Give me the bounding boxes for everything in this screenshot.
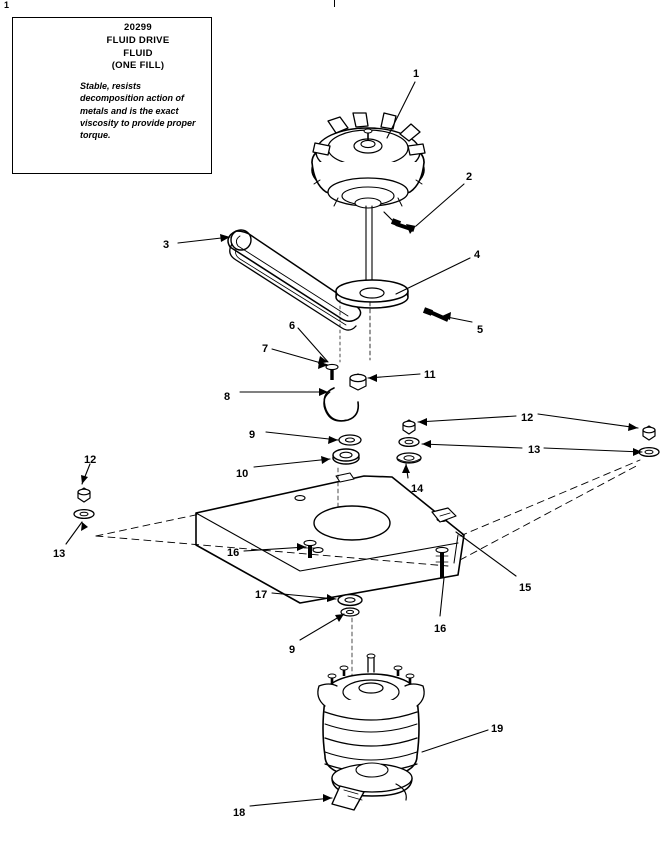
callout-number-14: 14 <box>411 483 424 495</box>
washer-stack-right <box>397 420 421 463</box>
motor-assembly <box>318 654 424 810</box>
page-corner-mark: 1 <box>4 0 10 10</box>
callout-number-6: 6 <box>289 320 296 332</box>
legend-title-line2: FLUID <box>123 47 153 59</box>
callout-number-15: 15 <box>519 582 532 594</box>
legend-title-line3: (ONE FILL) <box>111 60 165 72</box>
drive-belt <box>228 230 361 330</box>
fluid-legend-text <box>78 22 198 141</box>
legend-description: Stable, resists decomposition action of metals and is the exact viscosity to provide proper torque. <box>80 81 196 140</box>
callout-number-7: 7 <box>262 343 269 355</box>
callout-number-16: 16 <box>434 623 447 635</box>
callout-number-11: 11 <box>424 369 436 381</box>
callout-number-5: 5 <box>477 324 484 336</box>
callout-number-9: 9 <box>249 429 256 441</box>
callout-number-9: 9 <box>289 644 296 656</box>
callout-number-1: 1 <box>413 68 420 80</box>
callout-number-17: 17 <box>255 589 268 601</box>
callout-number-12: 12 <box>84 454 97 466</box>
callout-number-4: 4 <box>474 249 481 261</box>
callout-number-16: 16 <box>227 547 240 559</box>
callout-number-2: 2 <box>466 171 473 183</box>
legend-part-number: 20299 <box>124 22 152 33</box>
legend-title-line1: FLUID DRIVE <box>106 34 170 46</box>
fluid-drive-housing <box>312 113 425 208</box>
retainer-clip <box>324 388 359 421</box>
callout-number-3: 3 <box>163 239 170 251</box>
small-fasteners-cluster <box>326 364 366 390</box>
washer-stack-left <box>74 488 94 518</box>
washer-upper <box>339 435 361 445</box>
callout-number-10: 10 <box>236 468 249 480</box>
callout-number-13: 13 <box>528 444 541 456</box>
callout-number-8: 8 <box>224 391 231 403</box>
washer-lower <box>338 595 362 616</box>
callout-number-13: 13 <box>53 548 66 560</box>
bushing <box>333 449 359 464</box>
callout-number-12: 12 <box>521 412 534 424</box>
mounting-plate <box>196 473 464 603</box>
callout-number-18: 18 <box>233 807 246 819</box>
callout-number-19: 19 <box>491 723 504 735</box>
